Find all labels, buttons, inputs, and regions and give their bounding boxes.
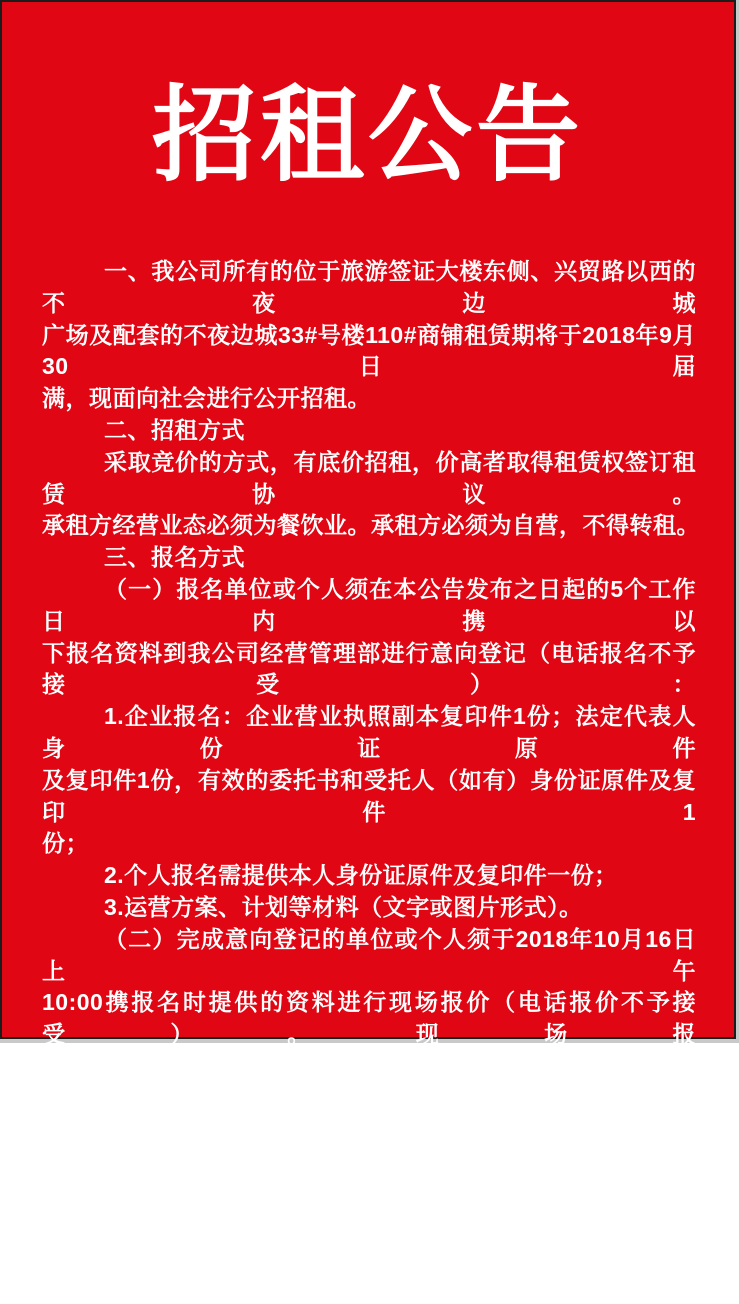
signature-date: 2018年9月30日 — [440, 1273, 616, 1301]
body-line: 价地点位于广西北投建设投资有限公司第一会议室。 — [42, 1052, 583, 1079]
body-line: （二）完成意向登记的单位或个人须于2018年10月16日上午 — [42, 925, 696, 984]
poster-title: 招租公告 — [151, 73, 584, 196]
body-line: 广场及配套的不夜边城33#号楼110#商铺租赁期将于2018年9月30日届 — [42, 321, 696, 380]
announcement-body — [42, 256, 700, 1210]
body-line: 1.企业报名：企业营业执照副本复印件1份；法定代表人身份证原件 — [42, 703, 696, 761]
body-line: 承租方经营业态必须为餐饮业。承租方必须为自营，不得转租。 — [42, 512, 700, 539]
body-line: 一、我公司所有的位于旅游签证大楼东侧、兴贸路以西的不夜边城 — [42, 258, 696, 316]
signature-block — [2, 1238, 678, 1304]
body-line: 满，现面向社会进行公开招租。 — [42, 385, 371, 412]
body-line: 2.个人报名需提供本人身份证原件及复印件一份； — [104, 862, 618, 889]
signature-company: 广西北投建设投资有限公司 — [378, 1240, 678, 1268]
body-line: 采取竞价的方式，有底价招租，价高者取得租赁权签订租赁协议。 — [42, 448, 696, 507]
body-line: （一）报名单位或个人须在本公告发布之日起的5个工作日内携以 — [42, 575, 696, 634]
body-line: 及复印件1份，有效的委托书和受托人（如有）身份证原件及复印件1 — [42, 766, 696, 825]
body-line: 份； — [42, 830, 89, 857]
contact-line: 联系人：李先生 联系电话：0770-6291633 — [104, 1180, 564, 1207]
body-line: 3.运营方案、计划等材料（文字或图片形式）。 — [104, 893, 583, 920]
section-heading-rental-method: 二、招租方式 — [104, 416, 245, 443]
body-line: 释权属于广西北投建设投资有限公司。 — [42, 1148, 442, 1175]
signature-inner — [378, 1238, 678, 1304]
body-line: 四、本公告由广西北投建设投资有限公司负责制定、修改，最终解 — [42, 1084, 696, 1143]
body-line: 下报名资料到我公司经营管理部进行意向登记（电话报名不予接受）： — [42, 639, 696, 698]
section-heading-registration-method: 三、报名方式 — [104, 544, 245, 571]
body-line: 10:00携报名时提供的资料进行现场报价（电话报价不予接受）。现场报 — [42, 989, 696, 1048]
